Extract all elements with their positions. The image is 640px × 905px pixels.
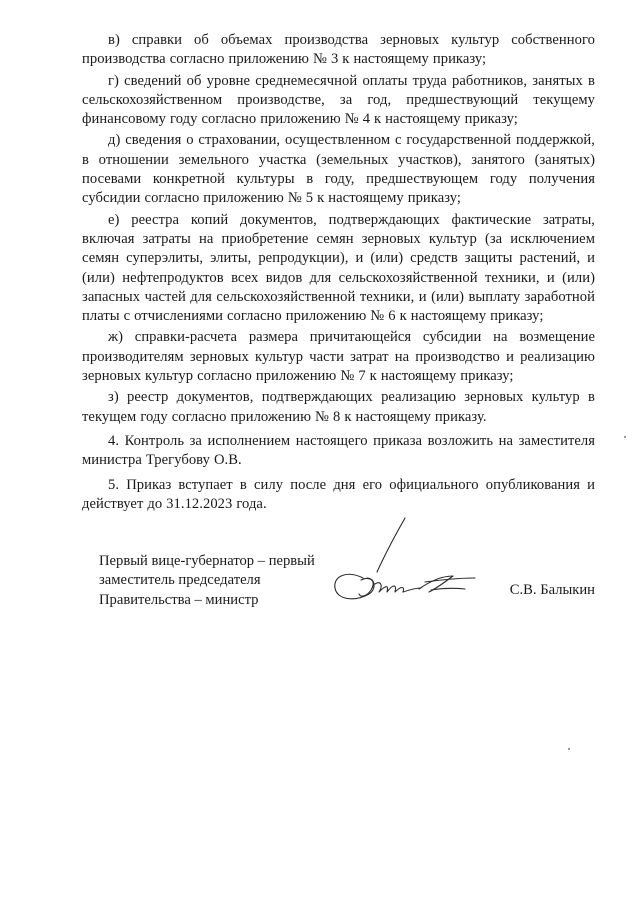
signatory-title-line: Первый вице-губернатор – первый — [99, 553, 315, 569]
paragraph-e: е) реестра копий документов, подтверждающих фактические затраты, включая затраты на приобретение семян зерновых культур (за исключением семян суперэлиты, элиты, репродукции), и (или) средств защиты растений, и (или) нефтепродуктов всех видов для сельскохозяйственной техники, и (или) запасных частей для сельскохозяйственной техники, и (или) выплату заработной платы с отчислениями согласно приложению № 6 к настоящему приказу; — [82, 211, 595, 325]
document-body — [82, 31, 595, 514]
scan-speck — [568, 748, 570, 750]
paragraph-5: 5. Приказ вступает в силу после дня его официального опубликования и действует до 31.12.2023 года. — [82, 476, 595, 512]
signatory-name: С.В. Балыкин — [509, 582, 595, 598]
signatory-title-line: заместитель председателя — [99, 572, 261, 589]
paragraph-z: з) реестр документов, подтверждающих реализацию зерновых культур в текущем году согласно приложению № 8 к настоящему приказу. — [82, 389, 595, 425]
paragraph-g: г) сведений об уровне среднемесячной оплаты труда работников, занятых в сельскохозяйственном производстве, за год, предшествующий текущему финансовому году согласно приложению № 4 к настоящему приказу; — [82, 72, 595, 128]
signatory-title-line: Правительства – министр — [99, 591, 259, 608]
paragraph-zh: ж) справки-расчета размера причитающейся субсидии на возмещение производителям зерновых культур части затрат на производство и реализацию зерновых культур согласно приложению № 7 к настоящему приказу; — [82, 329, 595, 385]
paragraph-d: д) сведения о страховании, осуществленном с государственной поддержкой, в отношении земельного участка (земельных участков), занятого (занятых) посевами конкретной культуры в году, предшествующем году получения субсидии согласно приложению № 5 к настоящему приказу; — [82, 132, 595, 207]
paragraph-4: 4. Контроль за исполнением настоящего приказа возложить на заместителя министра Трегубову О.В. — [82, 432, 595, 469]
scan-speck — [624, 436, 626, 438]
signatory-title — [99, 552, 359, 610]
paragraph-v: в) справки об объемах производства зерновых культур собственного производства согласно приложению № 3 к настоящему приказу; — [82, 32, 595, 68]
handwritten-signature — [325, 510, 495, 610]
